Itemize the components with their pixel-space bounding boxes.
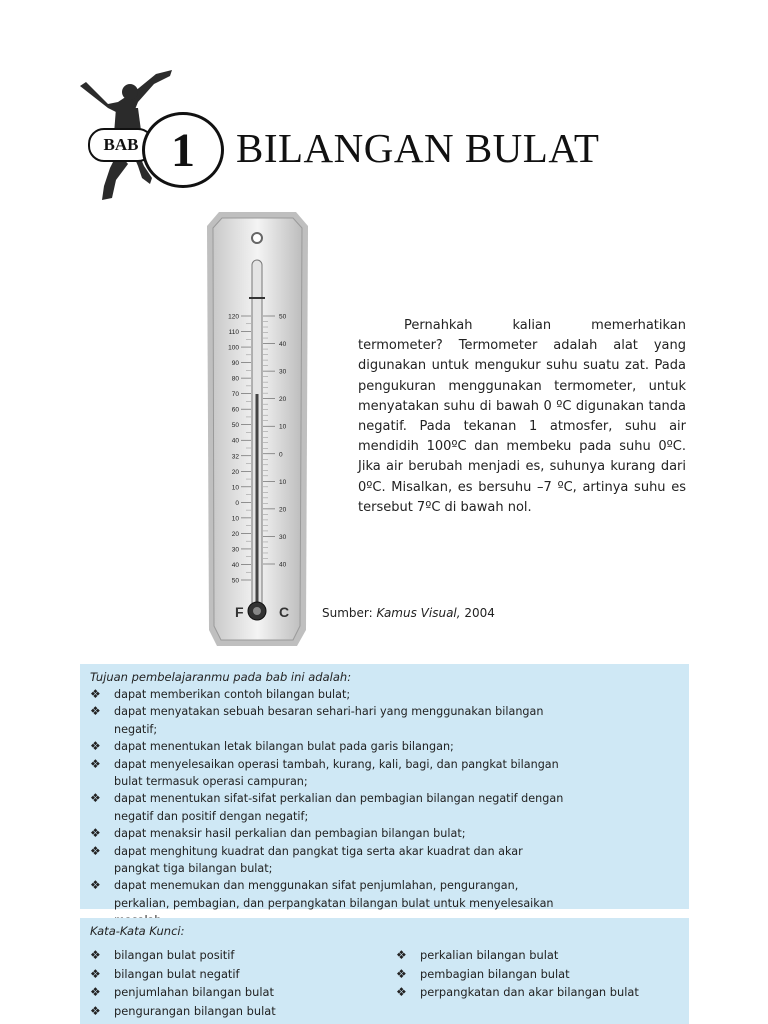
keyword-text: bilangan bulat negatif	[114, 966, 240, 981]
fahrenheit-tick-label: 20	[231, 530, 239, 538]
objective-text: dapat menghitung kuadrat dan pangkat tiga serta akar kuadrat dan akar pangkat tiga bilangan bulat;	[114, 844, 523, 876]
celsius-tick-label: 40	[279, 561, 287, 569]
bullet-icon: ❖	[90, 948, 101, 962]
hanging-hole	[252, 233, 262, 243]
keyword-item	[90, 965, 276, 984]
objective-item	[90, 843, 570, 878]
keywords-right-column	[396, 946, 639, 1002]
bullet-icon: ❖	[90, 1003, 101, 1018]
intro-paragraph: Pernahkah kalian memerhatikan termometer? Termometer adalah alat yang digunakan untuk mengukur suhu suatu zat. Pada pengukuran menggunakan termometer, untuk menyatakan suhu di bawah 0 ºC digunakan tanda negatif. Pada tekanan 1 atmosfer, suhu air mendidih 100ºC dan membeku pada suhu 0ºC. Jika air berubah menjadi es, suhunya kurang dari 0ºC. Misalkan, es bersuhu –7 ºC, artinya suhu es tersebut 7ºC di bawah nol.	[358, 318, 686, 515]
bullet-icon: ❖	[396, 966, 407, 981]
bullet-icon: ❖	[90, 843, 101, 858]
keyword-text: bilangan bulat positif	[114, 948, 235, 962]
bullet-icon: ❖	[396, 985, 407, 1000]
celsius-unit: C	[279, 604, 290, 620]
source-year: 2004	[464, 606, 495, 620]
celsius-tick-label: 0	[279, 451, 283, 459]
keyword-item	[396, 983, 639, 1002]
liquid-column	[256, 394, 259, 608]
celsius-tick-label: 40	[279, 341, 287, 349]
fahrenheit-tick-label: 20	[231, 468, 239, 476]
objective-text: dapat menyelesaikan operasi tambah, kurang, kali, bagi, dan pangkat bilangan bulat termasuk operasi campuran;	[114, 757, 559, 789]
objective-text: dapat memberikan contoh bilangan bulat;	[114, 688, 351, 701]
fahrenheit-tick-label: 60	[231, 406, 239, 414]
objective-item	[90, 686, 570, 703]
bullet-icon: ❖	[396, 948, 407, 962]
keyword-text: penjumlahan bilangan bulat	[114, 985, 274, 1000]
keyword-text: perkalian bilangan bulat	[420, 948, 559, 962]
fahrenheit-tick-label: 110	[228, 329, 239, 337]
fahrenheit-tick-label: 100	[228, 344, 239, 352]
objective-item	[90, 825, 570, 842]
objective-text: dapat menemukan dan menggunakan sifat penjumlahan, pengurangan, perkalian, pembagian, dan perpangkatan bilangan bulat untuk menyelesaikan	[114, 879, 554, 910]
fahrenheit-tick-label: 32	[231, 453, 239, 461]
source-prefix: Sumber:	[322, 606, 373, 620]
fahrenheit-tick-label: 40	[231, 437, 239, 445]
objectives-heading: Tujuan pembelajaranmu pada bab ini adalah:	[90, 670, 352, 684]
fahrenheit-tick-label: 90	[231, 360, 239, 368]
bullet-icon: ❖	[90, 704, 101, 719]
keyword-text: pembagian bilangan bulat	[420, 966, 570, 981]
source-title: Kamus Visual,	[376, 606, 461, 620]
learning-objectives-box	[80, 664, 689, 909]
fahrenheit-tick-label: 80	[231, 375, 239, 383]
fahrenheit-tick-label: 70	[231, 391, 239, 399]
celsius-tick-label: 50	[279, 313, 287, 321]
image-source	[322, 606, 495, 620]
celsius-tick-label: 10	[279, 478, 287, 486]
fahrenheit-tick-label: 10	[231, 515, 239, 523]
objective-item	[90, 790, 570, 825]
chapter-title: BILANGAN BULAT	[236, 125, 600, 171]
bullet-icon: ❖	[90, 791, 101, 806]
fahrenheit-tick-label: 10	[231, 484, 239, 492]
keyword-text: perpangkatan dan akar bilangan bulat	[420, 985, 639, 1000]
fahrenheit-unit: F	[235, 604, 244, 620]
keywords-left-column	[90, 946, 276, 1020]
fahrenheit-tick-label: 30	[231, 546, 239, 554]
chapter-number: 1	[171, 123, 195, 177]
objective-item	[90, 738, 570, 755]
keyword-item	[90, 946, 276, 965]
keyword-item	[396, 946, 639, 965]
chapter-number-badge	[142, 112, 224, 188]
celsius-tick-label: 30	[279, 368, 287, 376]
keyword-item	[90, 1002, 276, 1021]
objective-text: dapat menentukan sifat-sifat perkalian dan pembagian bilangan negatif dengan negatif dan positif dengan negatif;	[114, 792, 564, 823]
fahrenheit-tick-label: 50	[231, 422, 239, 430]
celsius-tick-label: 20	[279, 396, 287, 404]
keywords-heading: Kata-Kata Kunci:	[90, 924, 185, 938]
celsius-tick-label: 30	[279, 533, 287, 541]
objective-text: dapat menaksir hasil perkalian dan pembagian bilangan bulat;	[114, 827, 466, 841]
objectives-list	[90, 686, 570, 930]
celsius-tick-label: 10	[279, 423, 287, 431]
bullet-icon: ❖	[90, 826, 101, 841]
keyword-item	[90, 983, 276, 1002]
keyword-item	[396, 965, 639, 984]
fahrenheit-tick-label: 0	[235, 499, 239, 507]
objective-text: dapat menyatakan sebuah besaran sehari-hari yang menggunakan bilangan negatif;	[114, 705, 544, 736]
fahrenheit-tick-label: 40	[231, 561, 239, 569]
bullet-icon: ❖	[90, 985, 101, 1000]
fahrenheit-tick-label: 120	[228, 313, 239, 321]
objective-item	[90, 703, 570, 738]
bullet-icon: ❖	[90, 878, 101, 893]
fahrenheit-tick-label: 50	[231, 577, 239, 585]
intro-text	[358, 316, 686, 518]
keyword-text: pengurangan bilangan bulat	[114, 1003, 276, 1018]
celsius-tick-label: 20	[279, 506, 287, 514]
keywords-box	[80, 918, 689, 1024]
objective-item	[90, 756, 570, 791]
bab-label: BAB	[103, 135, 139, 154]
thermometer-illustration	[205, 212, 310, 648]
objective-text: dapat menentukan letak bilangan bulat pada garis bilangan;	[114, 740, 454, 754]
bullet-icon: ❖	[90, 966, 101, 981]
bullet-icon: ❖	[90, 687, 101, 701]
bullet-icon: ❖	[90, 756, 101, 771]
bullet-icon: ❖	[90, 739, 101, 754]
